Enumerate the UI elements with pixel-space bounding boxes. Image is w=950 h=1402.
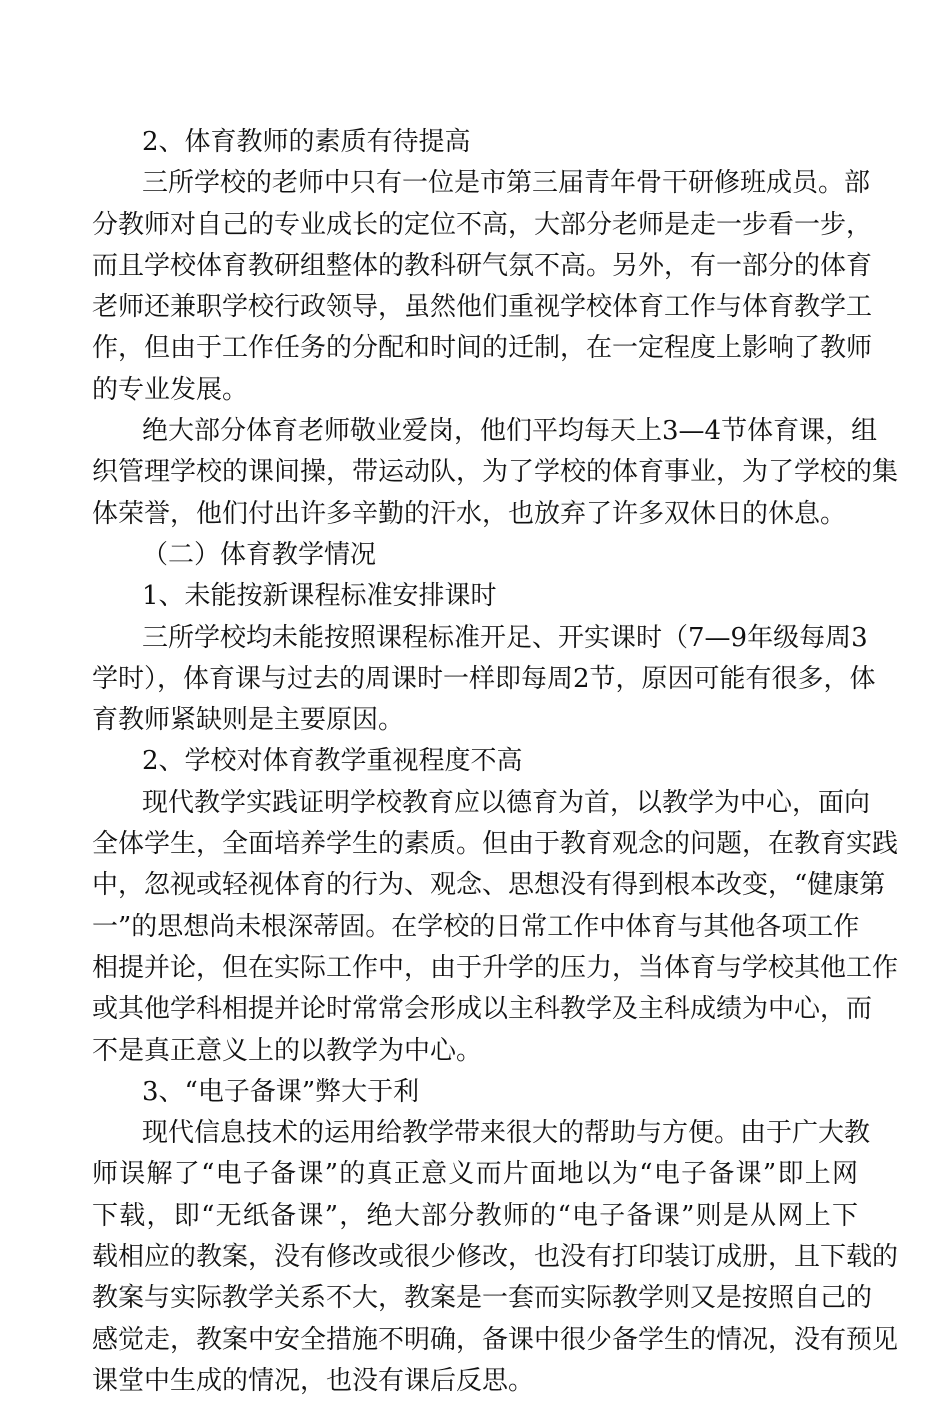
paragraph <box>92 1113 899 1402</box>
text-line: 作，但由于工作任务的分配和时间的迁制，在一定程度上影响了教师 <box>92 333 873 364</box>
paragraph <box>92 163 873 411</box>
paragraph <box>92 411 899 535</box>
text-line: 现代信息技术的运用给教学带来很大的帮助与方便。由于广大教 <box>142 1118 871 1149</box>
paragraph <box>92 783 899 1072</box>
text-line: 体荣誉，他们付出许多辛勤的汗水，也放弃了许多双休日的休息。 <box>92 498 847 529</box>
text-line: 中，忽视或轻视体育的行为、观念、思想没有得到根本改变，“健康第 <box>92 870 886 901</box>
text-line: 教案与实际教学关系不大，教案是一套而实际教学则又是按照自己的 <box>92 1283 873 1314</box>
text-line: 绝大部分体育老师敬业爱岗，他们平均每天上3—4节体育课，组 <box>142 416 878 447</box>
text-line: 全体学生，全面培养学生的素质。但由于教育观念的问题，在教育实践 <box>92 829 899 860</box>
text-line: 载相应的教案，没有修改或很少修改，也没有打印装订成册，且下载的 <box>92 1242 899 1273</box>
text-line: 分教师对自己的专业成长的定位不高，大部分老师是走一步看一步， <box>92 209 873 240</box>
text-line: 或其他学科相提并论时常常会形成以主科教学及主科成绩为中心，而 <box>92 994 873 1025</box>
section-heading: 3、“电子备课”弊大于利 <box>142 1076 420 1107</box>
section-heading: 1、未能按新课程标准安排课时 <box>142 581 497 612</box>
text-line: 三所学校的老师中只有一位是市第三届青年骨干研修班成员。部 <box>142 168 871 199</box>
text-line: 相提并论，但在实际工作中，由于升学的压力，当体育与学校其他工作 <box>92 952 899 983</box>
section-heading: 2、学校对体育教学重视程度不高 <box>142 746 523 777</box>
text-line: 育教师紧缺则是主要原因。 <box>92 705 405 736</box>
text-line: 老师还兼职学校行政领导，虽然他们重视学校体育工作与体育教学工 <box>92 292 873 323</box>
text-line: 而且学校体育教研组整体的教科研气氛不高。另外，有一部分的体育 <box>92 250 873 281</box>
text-line: 下载，即“无纸备课”，绝大部分教师的“电子备课”则是从网上下 <box>92 1200 858 1231</box>
text-line: 师误解了“电子备课”的真正意义而片面地以为“电子备课”即上网 <box>92 1159 858 1190</box>
text-line: 一”的思想尚未根深蒂固。在学校的日常工作中体育与其他各项工作 <box>92 911 860 942</box>
text-line: 学时），体育课与过去的周课时一样即每周2节，原因可能有很多，体 <box>92 663 876 694</box>
text-line: 的专业发展。 <box>92 374 249 405</box>
text-line: 现代教学实践证明学校教育应以德育为首，以教学为中心，面向 <box>142 787 871 818</box>
text-line: 织管理学校的课间操，带运动队，为了学校的体育事业，为了学校的集 <box>92 457 899 488</box>
section-heading: 2、体育教师的素质有待提高 <box>142 127 471 157</box>
text-line: 课堂中生成的情况，也没有课后反思。 <box>92 1365 535 1396</box>
paragraph <box>92 618 876 742</box>
text-line: 三所学校均未能按照课程标准开足、开实课时（7—9年级每周3 <box>142 622 868 653</box>
text-line: 感觉走，教案中安全措施不明确，备课中很少备学生的情况，没有预见 <box>92 1324 899 1355</box>
section-heading: （二）体育教学情况 <box>142 539 377 570</box>
document-page <box>92 122 899 1402</box>
text-line: 不是真正意义上的以教学为中心。 <box>92 1035 483 1066</box>
